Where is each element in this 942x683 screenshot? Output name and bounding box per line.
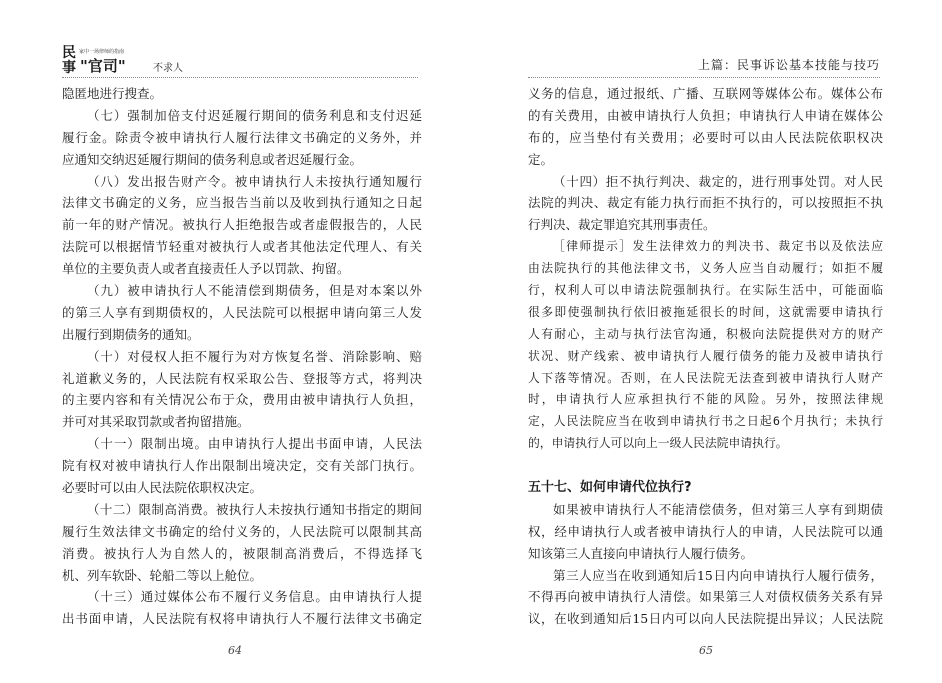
text-line: 并可对其采取罚款或者拘留措施。 [62,414,250,430]
text-line: 礼道歉义务的，人民法院有权采取公告、登报等方式，将判决 [62,370,422,386]
text-line: （十三）通过媒体公布不履行义务信息。由申请执行人提 [87,589,422,605]
text-line: 法院可以根据情节轻重对被执行人或者其他法定代理人、有关 [62,239,422,255]
text-line: 法院的判决、裁定有能力执行而拒不执行的，可以按照拒不执 [528,195,883,211]
text-line: 应通知交纳迟延履行期间的债务利息或者迟延履行金。 [62,151,363,167]
paragraph-group [528,499,883,630]
text-line: 必要时可以由人民法院依职权决定。 [62,480,263,496]
right-body-text [528,83,883,630]
spacer [528,455,883,477]
text-line: 法律文书确定的义务，应当报告当前以及收到执行通知之日起 [62,195,422,211]
text-line: 院有权对被申请执行人作出限制出境决定，交有关部门执行。 [62,458,422,474]
text-line: ［律师提示］发生法律效力的判决书、裁定书以及依法应 [553,239,883,254]
text-line: （十四）拒不执行判决、裁定的，进行刑事处罚。对人民 [553,173,883,189]
text-line: 时，申请执行人应承担执行不能的风险。另外，按照法律规 [528,392,883,407]
header-rule [62,77,418,78]
text-line: 议，在收到通知后15日内可以向人民法院提出异议；人民法院 [528,611,883,627]
text-line: 义务的信息，通过报纸、广播、互联网等媒体公布。媒体公布 [528,86,883,101]
page-number: 64 [228,644,242,657]
text-line: 隐匿地进行搜查。 [62,86,163,101]
text-line: 人下落等情况。否则，在人民法院无法查到被申请执行人财产 [528,370,883,385]
text-line: 的，申请执行人可以向上一级人民法院申请执行。 [528,436,788,451]
logo-sub-text: 不求人 [153,63,183,74]
page-number: 65 [699,644,713,657]
text-line: 前一年的财产情况。被执行人拒绝报告或者虚假报告的，人民 [62,217,422,233]
text-line: 布的，应当垫付有关费用；必要时可以由人民法院依职权决 [528,129,883,145]
text-line: 定。 [528,151,554,167]
text-line: 消费。被执行人为自然人的，被限制高消费后，不得选择飞 [62,545,422,561]
text-line: （七）强制加倍支付迟延履行期间的债务利息和支付迟延 [87,107,422,123]
section-heading: 五十七、如何申请代位执行? [528,480,692,496]
logo-tagline: 家中一场律师的指南 [79,49,125,55]
text-line: 履行金。除责令被申请执行人履行法律文书确定的义务外，并 [62,129,422,145]
text-line: 很多即使强制执行依旧被拖延很长的时间，这就需要申请执行 [528,304,883,319]
text-line: 由法院执行的其他法律文书，义务人应当自动履行；如拒不履 [528,261,883,276]
lawyer-tip [528,236,883,455]
text-line: 行判决、裁定罪追究其刑事责任。 [528,217,716,233]
logo-main-text: "官司" [80,57,126,75]
book-logo [62,46,202,78]
text-line: 不得再向被申请执行人清偿。如果第三人对债权债务关系有异 [528,589,883,605]
logo-char-shi: 事 [62,60,76,76]
text-line: 行，权利人可以申请法院强制执行。在实际生活中，可能面临 [528,283,883,298]
text-line: 出履行到期债务的通知。 [62,326,200,342]
text-line: （八）发出报告财产令。被申请执行人未按执行通知履行 [87,173,422,189]
text-line: 权，经申请执行人或者被申请执行人的申请，人民法院可以通 [528,523,883,539]
left-body-text [62,83,422,630]
text-line: 知该第三人直接向申请执行人履行债务。 [528,545,754,561]
running-head: 上篇：民事诉讼基本技能与技巧 [697,58,880,72]
right-page [471,0,942,683]
text-line: 机、列车软卧、轮船二等以上舱位。 [62,567,263,583]
text-line: （十二）限制高消费。被执行人未按执行通知书指定的期间 [87,501,422,517]
text-line: 状况、财产线索、被申请执行人履行债务的能力及被申请执行 [528,348,883,363]
header-rule [528,77,880,78]
text-line: 的第三人享有到期债权的，人民法院可以根据申请向第三人发 [62,304,422,320]
text-line: 履行生效法律文书确定的给付义务的，人民法院可以限制其高 [62,523,422,539]
text-line: 如果被申请执行人不能清偿债务，但对第三人享有到期债 [553,501,883,517]
text-line: 的主要内容和有关情况公布于众，费用由被申请执行人负担， [62,392,422,408]
text-line: 人有耐心，主动与执行法官沟通，积极向法院提供对方的财产 [528,326,883,341]
text-line: （十一）限制出境。由申请执行人提出书面申请，人民法 [87,436,422,452]
text-line: （十）对侵权人拒不履行为对方恢复名誉、消除影响、赔 [87,348,422,364]
logo-char-min: 民 [62,45,76,61]
paragraph-group [528,83,883,236]
text-line: 的有关费用，由被申请执行人负担；申请执行人申请在媒体公 [528,107,883,123]
text-line: （九）被申请执行人不能清偿到期债务，但是对本案以外 [87,283,422,299]
text-line: 单位的主要负责人或者直接责任人予以罚款、拘留。 [62,261,350,277]
text-line: 出书面申请，人民法院有权将申请执行人不履行法律文书确定 [62,611,422,627]
text-line: 定，人民法院应当在收到申请执行书之日起6个月执行；未执行 [528,414,883,429]
text-line: 第三人应当在收到通知后15日内向申请执行人履行债务， [553,567,883,583]
